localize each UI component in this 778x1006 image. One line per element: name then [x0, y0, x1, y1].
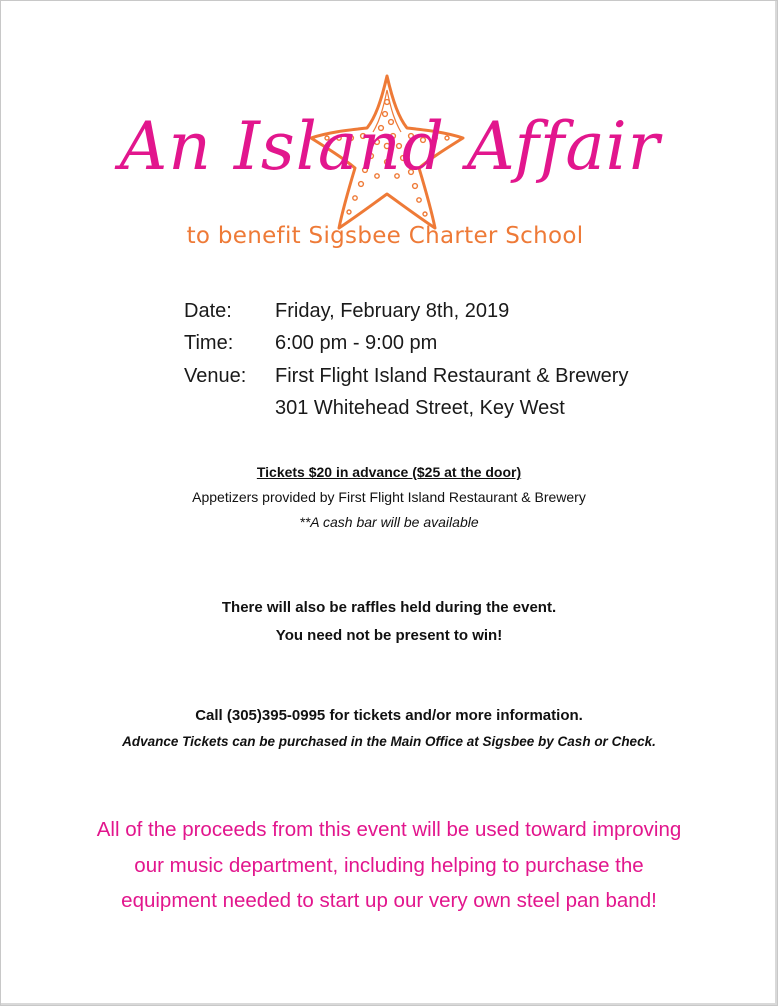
- event-logo: [90, 72, 690, 262]
- event-title: An Island Affair: [119, 108, 661, 185]
- detail-label: Venue:: [184, 364, 247, 387]
- event-subtitle: to benefit Sigsbee Charter School: [186, 223, 584, 249]
- raffle-line: You need not be present to win!: [275, 627, 503, 644]
- detail-value: 301 Whitehead Street, Key West: [275, 397, 565, 420]
- cash-bar-note: **A cash bar will be available: [299, 514, 479, 530]
- proceeds-line: equipment needed to start up our very own steel pan band!: [121, 889, 657, 912]
- detail-value: 6:00 pm - 9:00 pm: [275, 332, 438, 355]
- appetizers-note: Appetizers provided by First Flight Island Restaurant & Brewery: [192, 489, 586, 505]
- detail-label: Date:: [184, 299, 232, 322]
- detail-label: [184, 393, 275, 426]
- proceeds-line: All of the proceeds from this event will be used toward improving: [96, 818, 682, 841]
- tickets-heading: Tickets $20 in advance ($25 at the door): [256, 464, 522, 480]
- raffle-notice: [0, 594, 778, 650]
- detail-value: First Flight Island Restaurant & Brewery: [275, 364, 629, 387]
- advance-tickets-info: Advance Tickets can be purchased in the Main Office at Sigsbee by Cash or Check.: [122, 734, 656, 749]
- event-details: [184, 295, 628, 425]
- detail-value: Friday, February 8th, 2019: [275, 299, 510, 322]
- detail-label: Time:: [184, 332, 234, 355]
- proceeds-line: our music department, including helping to purchase the: [134, 853, 644, 877]
- detail-row-date: [184, 295, 628, 328]
- call-info: Call (305)395-0995 for tickets and/or more information.: [195, 707, 583, 724]
- raffle-line: There will also be raffles held during the event.: [221, 599, 557, 616]
- detail-row-address: [184, 393, 628, 426]
- proceeds-statement: [0, 812, 778, 919]
- detail-row-venue: [184, 360, 628, 393]
- detail-row-time: [184, 328, 628, 361]
